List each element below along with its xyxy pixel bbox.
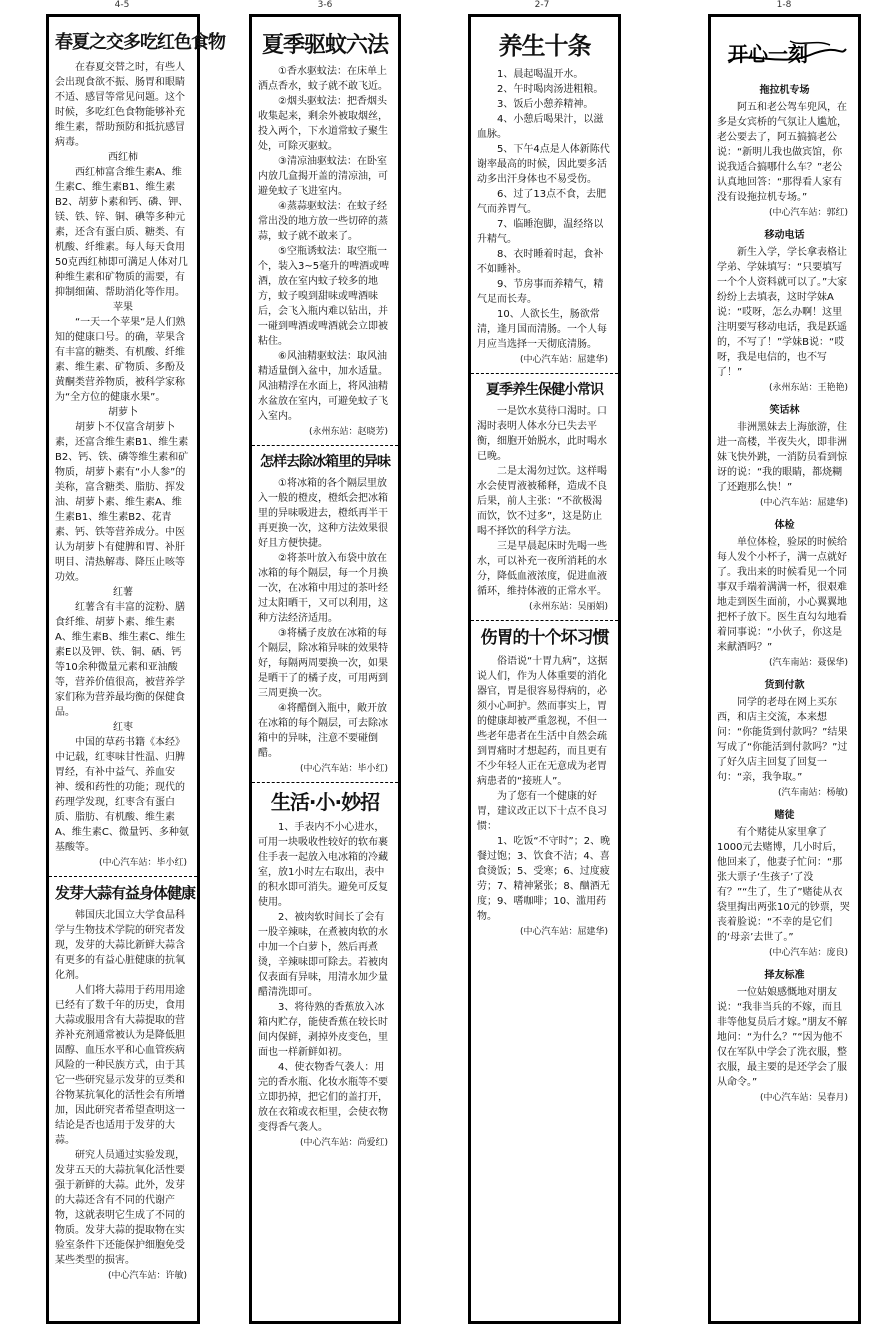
paragraph: “一天一个苹果”是人们熟知的健康口号。的确，苹果含有丰富的糖类、有机酸、纤维素、维生素、矿物质、多酚及黄酮类营养物质，被科学家称为“全方位的健康水果”。 [55,316,186,403]
article-title: 生活·小·妙招 [270,790,380,815]
article-title: 夏季养生保健小常识 [486,381,603,398]
list-item: 1、手表内不小心进水，可用一块吸收性较好的软布裹住手表一起放入电冰箱的冷藏室，放1小时左右取出，表中的积水即可消失。避免可反复使用。 [258,822,388,909]
article-life-tips [252,787,398,1150]
joke-source: (永州东站：王艳艳) [768,383,848,393]
article-source: (永州东站：赵晓芳) [308,427,388,438]
article-body [477,404,612,599]
article-mosquito [252,17,398,439]
list-item: ④蒸蒜驱蚊法：在蚊子经常出没的地方放一些切碎的蒸蒜，蚊子就不敢来了。 [258,201,388,243]
paragraph: 在春夏交替之时，有些人会出现食欲不振、肠胃和眼睛不适、感冒等常见问题。这个时候，多吃红色食物能够补充维生素，帮助预防和抵抗感冒病毒。 [55,61,185,148]
section-divider [252,445,398,446]
joke [717,518,852,670]
list-item: ⑤空瓶诱蚊法：取空瓶一个，装入3~5毫升的啤酒或啤酒，放在室内蚊子较多的地方，蚊子嗅到甜味或啤酒味后，会飞入瓶内难以钻出，并一碰到啤酒或啤酒就会立即被粘住。 [258,246,390,348]
list-item: 8、衣时睡着时起，食补不如睡补。 [477,248,604,275]
section-heading: 西红柿 [108,151,138,163]
paragraph: 中国的草药书籍《本经》中记载，红枣味甘性温、归脾胃经，有补中益气、养血安神、缓和药性的功能；现代的药理学发现，红枣含有蛋白质、脂肪、有机酸、维生素A、维生素C、微量钙、多种氨基酸等。 [55,736,189,853]
article-title: 春夏之交多吃红色食物 [55,32,225,53]
joke-title: 移动电话 [764,230,805,241]
article-source: (中心汽车站：毕小红) [299,764,388,775]
list-item: ①香水驱蚊法：在床单上洒点香水，蚊子就不敢飞近。 [258,66,388,93]
article-body [258,476,392,761]
joke-text: 新生入学，学长拿表格让学弟、学妹填写：“只要填写一个个人资料就可以了。”大家纷纷上去填表，这时学妹A说：“哎呀，怎么办啊！这里注明要写移动电话，我是跃遥的，不写了！”学妹B说：“哎呀，我是电信的，也不写了！” [717,247,848,378]
joke [717,228,852,395]
list-item: ②将茶叶放入布袋中放在冰箱的每个隔层，每一个月换一次，在冰箱中用过的茶叶经过太阳晒干，又可以利用，这种方法经济适用。 [258,553,388,625]
joke-text: 一位姑娘感慨地对朋友说：“我非当兵的不嫁，而且非等他复员后才嫁。”朋友不解地问：“为什么？”“因为他不仅在军队中学会了洗衣服，整衣服，最主要的是还学会了服从命令。” [717,987,848,1088]
article-source: (永州东站：吴丽娟) [528,601,608,612]
joke-source: (中心汽车站：屈建华) [759,498,848,508]
section-divider [252,782,398,783]
list-item: 4、小憩后喝果汁，以滋血脉。 [477,113,604,140]
article-source: (中心汽车站：毕小红) [98,857,187,868]
section-divider [471,373,618,374]
article-fridge-odor [252,450,398,776]
joke-source: (汽车南站：聂保华) [768,658,848,668]
page-number: 3-6 [317,0,333,10]
section-heading: 胡萝卜 [108,406,138,418]
joke-text: 阿五和老公驾车兜风，在多是女宾桥的气氛让人尴尬，老公要去了，阿五搞搞老公说：“新明儿我也做宾馆，你说我适合搞哪什么车？”老公认真地回答：“那得看人家有没有设拖拉机专场。” [717,102,847,203]
article-body [258,64,392,424]
article-body [55,60,191,855]
logo-text: 开心一刻 [727,42,808,66]
article-body [477,67,612,352]
section-heading: 红枣 [113,721,133,733]
list-item: 6、过了13点不食，去肥气而养胃气。 [477,188,607,215]
paragraph: 俗语说“十胃九病”，这据说人们，作为人体重要的消化器官，胃是很容易得病的，必须小心呵护。然而事实上，胃的健康却被严重忽视，不但一些老年患者在生活中自然会疏到胃痛时才想起药，而且更有不少年轻人正在无意成为老胃病患者的“接班人”。 [477,656,608,788]
joke-title: 赌徒 [774,810,795,821]
article-title: 发芽大蒜有益身体健康 [55,883,196,902]
joke [717,678,852,800]
list-item: 2、被肉软时间长了会有一股辛辣味，在煮被肉软的水中加一个白萝卜，然后再煮烫，辛辣味即可除去。若被肉仅表面有异味，用清水加少量醋清洗即可。 [258,912,388,999]
paragraph: 为了您有一个健康的好胃，建议改正以下十点不良习惯： [477,791,607,833]
article-title: 养生十条 [498,32,591,60]
paragraph: 一是饮水莫待口渴时。口渴时表明人体水分已失去平衡，细胞开始脱水，此时喝水已晚。 [477,405,607,462]
article-summer-health [471,378,618,614]
section-divider [471,620,618,621]
column-4 [708,14,861,1324]
joke [717,403,852,510]
list-item: ③将橘子皮放在冰箱的每个隔层，除冰箱异味的效果特好，每隔两周要换一次，如果是晒干了的橘子皮，可用两到三周更换一次。 [258,628,388,700]
joke-title: 体检 [774,520,795,531]
article-source: (中心汽车站：屈建华) [519,927,608,938]
column-1 [46,14,225,1324]
joke [717,808,852,960]
list-item: ②烟头驱蚊法：把香烟头收集起来，剩余外被取烟丝，投入两个，下水道常蚊子聚生处，可除灭驱蚊。 [258,96,388,153]
paragraph: 韩国庆北国立大学食品科学与生物技术学院的研究者发现，发芽的大蒜比新鲜大蒜含有更多的有益心脏健康的抗氧化剂。 [55,909,185,981]
paragraph: 研究人员通过实验发现，发芽五天的大蒜抗氧化活性要强于新鲜的大蒜。此外，发芽的大蒜还含有不同的代谢产物，这就表明它生成了不同的物质。发芽大蒜的提取物在实验室条件下还能保护细胞免受某些类型的损害。 [55,1149,185,1266]
article-body [477,654,612,924]
page-number: 4-5 [114,0,130,10]
list-item: 7、临睡泡脚，温经络以升精气。 [477,218,604,245]
list-item: 2、午时喝肉汤进粗粮。 [497,83,604,95]
article-source: (中心汽车站：许敏) [107,1270,187,1281]
paragraph: 西红柿富含维生素A、维生素C、维生素B1、维生素B2、胡萝卜素和钙、磷、钾、镁、铁、锌、铜、碘等多种元素，还含有蛋白质、糖类、有机酸、纤维素。每人每天食用50克西红柿即可满足人体对几种维生素和矿物质的需要，有抑制细菌、帮助消化等作用。 [55,166,189,298]
paragraph: 1、吃饭“不守时”；2、晚餐过饱；3、饮食不洁；4、喜食烫饭；5、受寒；6、过度疲劳；7、精神紧张；8、酗酒无度；9、嗜咖啡；10、滥用药物。 [477,836,611,923]
joke-text: 有个赌徒从家里拿了1000元去赌博，几小时后，他回来了，他妻子忙问：“那张大票子‘生孩子’了没有？”“生了，生了”赌徒从衣袋里掏出两张10元的钞票，哭丧着脸说：“不幸的是它们的‘母亲’去世了。” [717,827,850,943]
paragraph: 人们将大蒜用于药用用途已经有了数千年的历史，食用大蒜或服用含有大蒜提取的营养补充剂通常被认为是降低胆固醇、血压水平和心血管疾病风险的一种民族方式，由于其它一些研究显示发芽的豆类和谷物某抗氧化的活性会有所增加，因此研究者希望查明这一结论是否也适用于发芽的大蒜。 [55,984,185,1146]
list-item: 5、下午4点是人体新陈代谢率最高的时候，因此要多活动多出汗身体也不易受伤。 [477,143,610,185]
joke-title: 拖拉机专场 [759,85,810,96]
list-item: 10、人欲长生，肠欲常清，逢月国而清肠。一个人每月应当选择一天彻底清肠。 [477,308,607,350]
article-sprouted-garlic [49,881,197,1283]
joke-source: (中心汽车站：庞良) [768,948,848,958]
happy-moment-logo [717,31,852,75]
article-title: 夏季驱蚊六法 [261,33,388,58]
article-title: 怎样去除冰箱里的异味 [260,454,390,471]
page-number: 1-8 [776,0,792,10]
joke-title: 择友标准 [764,970,805,981]
joke-source: (中心汽车站：吴春月) [759,1093,848,1103]
article-source: (中心汽车站：屈建华) [519,354,608,365]
section-divider [49,876,197,877]
list-item: 3、饭后小憩养精神。 [497,98,594,110]
list-item: ⑥风油精驱蚊法：取风油精适量倒入盆中，加水适量。风油精浮在水面上，将风油精水盆放在室内，可避免蚊子飞入室内。 [258,351,388,423]
column-3 [468,14,621,1324]
section-heading: 苹果 [113,301,133,313]
list-item: ①将冰箱的各个隔层里放入一般的橙皮，橙纸会把冰箱里的异味吸进去，橙纸再半干再更换一次，这种方法效果很好且方便快捷。 [258,478,388,550]
article-health-ten [471,17,618,367]
list-item: 4、使衣物香气袭人：用完的香水瓶、化妆水瓶等不要立即扔掉，把它们的盖打开，放在衣箱或衣柜里，会使衣物变得香气袭人。 [258,1062,388,1134]
article-stomach-habits [471,625,618,940]
joke-source: (中心汽车站：郭红) [768,208,848,218]
brush-logo-icon [720,31,850,75]
article-red-foods [49,17,225,870]
article-body [258,820,392,1135]
article-source: (中心汽车站：尚爱红) [299,1138,388,1149]
joke [717,83,852,220]
list-item: ④将醋倒入瓶中，敞开放在冰箱的每个隔层，可去除冰箱中的异味，注意不要碰倒醋。 [258,703,388,760]
joke [717,968,852,1105]
list-item: 3、将待熟的香蕉放入冰箱内贮存，能使香蕉在较长时间内保鲜，剥掉外皮变色，里面也一样新鲜如初。 [258,1002,388,1059]
page-number: 2-7 [534,0,550,10]
list-item: ③清凉油驱蚊法：在卧室内放几盒揭开盖的清凉油，可避免蚊子飞进室内。 [258,156,388,198]
article-body [55,908,191,1268]
joke-title: 货到付款 [764,680,805,691]
list-item: 1、晨起喝温开水。 [497,68,584,80]
article-title: 伤胃的十个坏习惯 [480,627,609,648]
paragraph: 红薯含有丰富的淀粉、膳食纤维、胡萝卜素、维生素A、维生素B、维生素C、维生素E以及钾、铁、铜、硒、钙等10余种微量元素和亚油酸等，营养价值很高，被营养学家们称为营养最均衡的保健食品。 [55,601,186,718]
paragraph: 二是太渴勿过饮。这样喝水会使胃液被稀释，造成不良后果，前人主张：“不欲极渴而饮，饮不过多”，这是防止喝不择饮的科学方法。 [477,465,607,537]
joke-source: (汽车南站：杨敏) [777,788,848,798]
section-heading: 红薯 [113,586,133,598]
joke-title: 笑话林 [769,405,800,416]
paragraph: 胡萝卜不仅富含胡萝卜素，还富含维生素B1、维生素B2、钙、铁、磷等维生素和矿物质，胡萝卜素有“小人参”的美称，富含糖类、脂肪、挥发油、胡萝卜素、维生素A、维生素B1、维生素B2、花青素、钙、铁等营养成分。中医认为胡萝卜有健脾和胃、补肝明目、清热解毒、降压止咳等功效。 [55,421,189,583]
joke-text: 非洲黑妹去上海旅游，住进一高楼，半夜失火，即非洲妹飞快外跳，一消防员看到惊讶的说：“我的眼睛，都烧糊了还跑那么快！” [717,422,847,493]
joke-text: 单位体检，验尿的时候给每人发个小杯子，满一点就好了。我出来的时候看见一个同事双手端着满满一杯，很艰难地走到医生面前，小心翼翼地把杯子放下。医生直勾勾地看着同事说：“小伙子，你这是来献酒吗？” [717,537,847,653]
joke-text: 同学的老母在网上买东西，和店主交流，本来想问：“你能货到付款吗？”结果写成了“你能活到付款吗？”过了好久店主回复了回复一句：“亲，我争取。” [717,697,848,783]
paragraph: 三是早晨起床时先喝一些水，可以补充一夜所消耗的水分，降低血液浓度，促进血液循环，维持体液的正常水平。 [477,540,607,597]
jokes-section [711,17,858,1105]
list-item: 9、节房事而养精气，精气足而长寿。 [477,278,604,305]
column-2 [249,14,401,1324]
